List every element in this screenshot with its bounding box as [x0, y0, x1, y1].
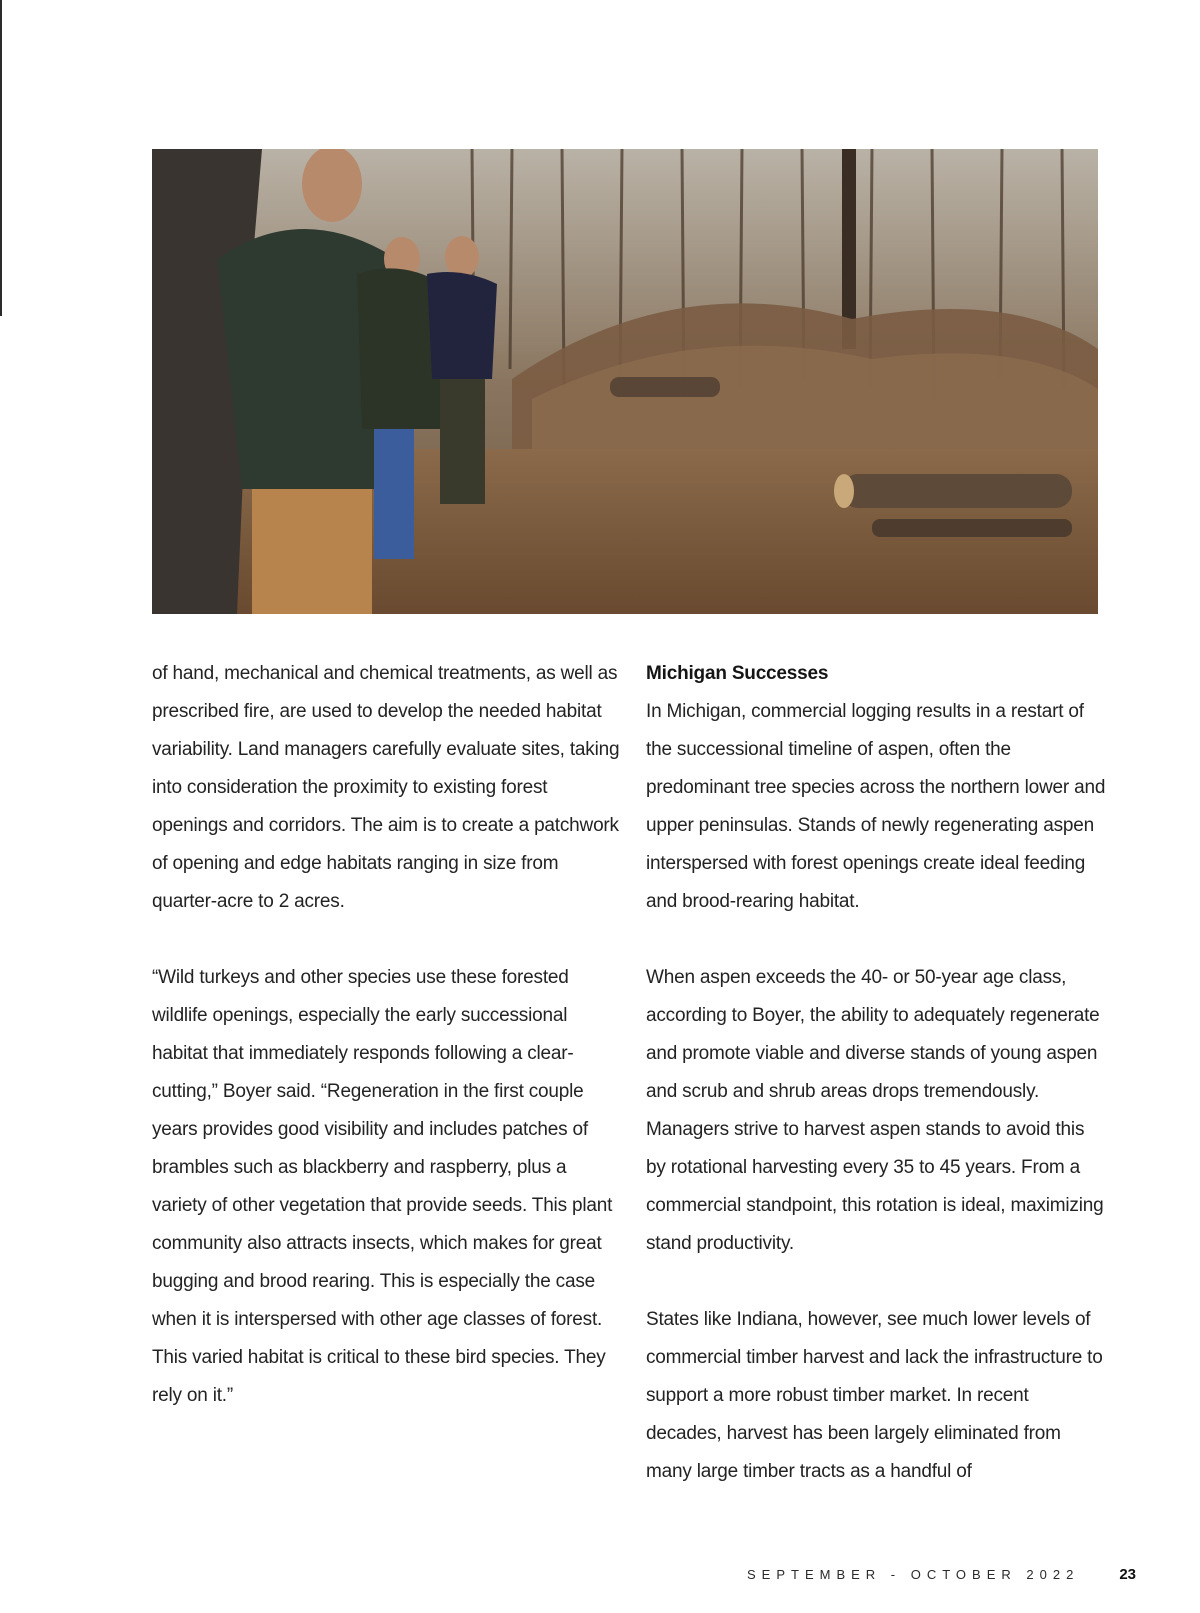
- forest-photo: [152, 149, 1098, 614]
- page-number: 23: [1119, 1566, 1136, 1583]
- left-column: [152, 655, 622, 1415]
- right-column: [646, 655, 1106, 1491]
- body-paragraph: States like Indiana, however, see much lower levels of commercial timber harvest and lack the infrastructure to support a more robust timber market. In recent decades, harvest has been largely eliminated from many large timber tracts as a handful of: [646, 1309, 1103, 1482]
- body-paragraph: In Michigan, commercial logging results in a restart of the successional timeline of aspen, often the predominant tree species across the northern lower and upper peninsulas. Stands of newly regenerating aspen interspersed with forest openings create ideal feeding and brood-rearing habitat.: [646, 701, 1106, 912]
- forest-photo-illustration: [152, 149, 1098, 614]
- issue-date: SEPTEMBER - OCTOBER 2022: [746, 1567, 1080, 1582]
- page-edge-mark: [0, 0, 2, 316]
- section-heading: Michigan Successes: [646, 663, 829, 684]
- body-paragraph: of hand, mechanical and chemical treatments, as well as prescribed fire, are used to develop the needed habitat variability. Land managers carefully evaluate sites, taking into consideration the proximity to existing forest openings and corridors. The aim is to create a patchwork of opening and edge habitats ranging in size from quarter-acre to 2 acres.: [152, 663, 620, 912]
- body-paragraph: “Wild turkeys and other species use these forested wildlife openings, especially the early successional habitat that immediately responds following a clear-cutting,” Boyer said. “Regeneration in the first couple years provides good visibility and includes patches of brambles such as blackberry and raspberry, plus a variety of other vegetation that provide seeds. This plant community also attracts insects, which makes for great bugging and brood rearing. This is especially the case when it is interspersed with other age classes of forest. This varied habitat is critical to these bird species. They rely on it.”: [152, 967, 613, 1406]
- page-footer: [747, 1566, 1136, 1583]
- body-paragraph: When aspen exceeds the 40- or 50-year age class, according to Boyer, the ability to adequately regenerate and promote viable and diverse stands of young aspen and scrub and shrub areas drops tremendously. Managers strive to harvest aspen stands to avoid this by rotational harvesting every 35 to 45 years. From a commercial standpoint, this rotation is ideal, maximizing stand productivity.: [646, 967, 1104, 1254]
